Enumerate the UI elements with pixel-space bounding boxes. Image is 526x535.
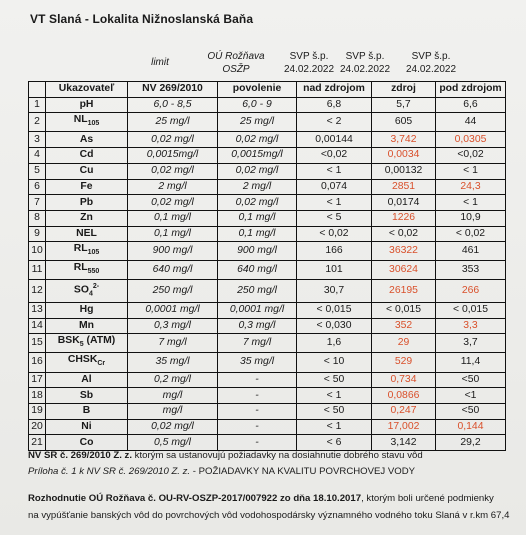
column-header: zdroj [372, 82, 436, 98]
source-value-cell: 17,002 [372, 419, 436, 435]
upstream-value-cell: < 6 [297, 435, 372, 451]
nv-limit-cell: 25 mg/l [128, 113, 218, 132]
row-number: 1 [29, 97, 46, 113]
indicator-cell: $RL_{105}$ [46, 242, 128, 261]
downstream-value-cell: 353 [436, 261, 506, 280]
row-number: 15 [29, 334, 46, 353]
permit-limit-cell: - [218, 435, 297, 451]
table-row [29, 97, 506, 113]
permit-limit-cell: 250 mg/l [218, 280, 297, 303]
permit-limit-cell: 0,02 mg/l [218, 195, 297, 211]
row-number: 3 [29, 132, 46, 148]
row-number: 4 [29, 148, 46, 164]
source-value-cell: 3,742 [372, 132, 436, 148]
table-row [29, 195, 506, 211]
downstream-value-cell: 461 [436, 242, 506, 261]
indicator-cell: Mn [46, 318, 128, 334]
nv-limit-cell: 0,0001 mg/l [128, 302, 218, 318]
row-number: 7 [29, 195, 46, 211]
upstream-value-cell: 1,6 [297, 334, 372, 353]
permit-limit-cell: 2 mg/l [218, 179, 297, 195]
nv-limit-cell: 0,3 mg/l [128, 318, 218, 334]
note-priloha: Príloha č. 1 k NV SR č. 269/2010 Z. z. - POŽIADAVKY NA KVALITU POVRCHOVEJ VODY [28, 466, 416, 477]
table-row [29, 435, 506, 451]
downstream-value-cell: 10,9 [436, 210, 506, 226]
upstream-value-cell: < 1 [297, 419, 372, 435]
row-number: 18 [29, 388, 46, 404]
downstream-value-cell: 266 [436, 280, 506, 303]
row-number: 21 [29, 435, 46, 451]
nv-limit-cell: 35 mg/l [128, 353, 218, 372]
upstream-value-cell: 30,7 [297, 280, 372, 303]
downstream-value-cell: <50 [436, 372, 506, 388]
upstream-value-cell: < 50 [297, 403, 372, 419]
permit-limit-cell: 7 mg/l [218, 334, 297, 353]
permit-limit-cell: - [218, 372, 297, 388]
row-number: 19 [29, 403, 46, 419]
upstream-value-cell: 166 [297, 242, 372, 261]
measurement-table [28, 81, 506, 451]
nv-limit-cell: 0,5 mg/l [128, 435, 218, 451]
downstream-value-cell: 29,2 [436, 435, 506, 451]
nv-limit-cell: 0,02 mg/l [128, 132, 218, 148]
table-row [29, 353, 506, 372]
permit-limit-cell: 0,02 mg/l [218, 132, 297, 148]
upstream-value-cell: < 1 [297, 388, 372, 404]
limit-header: limit [151, 57, 169, 68]
row-number: 6 [29, 179, 46, 195]
downstream-value-cell: <50 [436, 403, 506, 419]
permit-limit-cell: - [218, 403, 297, 419]
upstream-value-cell: < 1 [297, 195, 372, 211]
source-value-cell: 0,247 [372, 403, 436, 419]
indicator-cell: $NL_{105}$ [46, 113, 128, 132]
source-value-cell: 352 [372, 318, 436, 334]
upstream-value-cell: 6,8 [297, 97, 372, 113]
table-row [29, 132, 506, 148]
row-number: 10 [29, 242, 46, 261]
upstream-value-cell: < 5 [297, 210, 372, 226]
upstream-value-cell: 0,074 [297, 179, 372, 195]
downstream-value-cell: 44 [436, 113, 506, 132]
indicator-cell: $CHSK_{Cr}$ [46, 353, 128, 372]
indicator-cell: $BSK_5$ (ATM) [46, 334, 128, 353]
permit-limit-cell: 0,3 mg/l [218, 318, 297, 334]
source-value-cell: 0,0034 [372, 148, 436, 164]
upstream-value-cell: < 50 [297, 372, 372, 388]
permit-limit-cell: 0,0015mg/l [218, 148, 297, 164]
source-value-cell: 30624 [372, 261, 436, 280]
nv-limit-cell: 6,0 - 8,5 [128, 97, 218, 113]
downstream-value-cell: < 1 [436, 195, 506, 211]
permit-limit-cell: 0,1 mg/l [218, 226, 297, 242]
source-value-cell: 2851 [372, 179, 436, 195]
downstream-value-cell: 0,0305 [436, 132, 506, 148]
source-value-cell: < 0,02 [372, 226, 436, 242]
source-value-cell: 605 [372, 113, 436, 132]
table-row [29, 318, 506, 334]
nv-limit-cell: 0,02 mg/l [128, 419, 218, 435]
source-value-cell: 529 [372, 353, 436, 372]
indicator-cell: B [46, 403, 128, 419]
table-row [29, 113, 506, 132]
nv-limit-cell: mg/l [128, 388, 218, 404]
table-row [29, 302, 506, 318]
downstream-value-cell: 3,3 [436, 318, 506, 334]
table-row [29, 372, 506, 388]
indicator-cell: pH [46, 97, 128, 113]
indicator-cell: Pb [46, 195, 128, 211]
nv-limit-cell: 0,0015mg/l [128, 148, 218, 164]
row-number: 2 [29, 113, 46, 132]
source-value-cell: 1226 [372, 210, 436, 226]
sample-header-1: SVP š.p. 24.02.2022 [283, 51, 335, 75]
row-number: 11 [29, 261, 46, 280]
upstream-value-cell: < 2 [297, 113, 372, 132]
ou-header: OÚ Rožňava OSŽP [207, 51, 265, 75]
upstream-value-cell: < 0,015 [297, 302, 372, 318]
indicator-cell: Cu [46, 163, 128, 179]
upstream-value-cell: < 0,02 [297, 226, 372, 242]
upstream-value-cell: < 10 [297, 353, 372, 372]
row-number: 12 [29, 280, 46, 303]
column-header: NV 269/2010 [128, 82, 218, 98]
indicator-cell: Zn [46, 210, 128, 226]
indicator-cell: As [46, 132, 128, 148]
nv-limit-cell: 7 mg/l [128, 334, 218, 353]
source-value-cell: < 0,015 [372, 302, 436, 318]
table-row [29, 419, 506, 435]
upstream-value-cell: 0,00144 [297, 132, 372, 148]
table-row [29, 163, 506, 179]
indicator-cell: Cd [46, 148, 128, 164]
nv-limit-cell: 900 mg/l [128, 242, 218, 261]
table-row [29, 179, 506, 195]
table-row [29, 148, 506, 164]
row-number: 20 [29, 419, 46, 435]
upstream-value-cell: 101 [297, 261, 372, 280]
upstream-value-cell: < 0,030 [297, 318, 372, 334]
row-number: 5 [29, 163, 46, 179]
row-number: 14 [29, 318, 46, 334]
indicator-cell: $RL_{550}$ [46, 261, 128, 280]
table-row [29, 210, 506, 226]
indicator-cell: Fe [46, 179, 128, 195]
source-value-cell: 0,0174 [372, 195, 436, 211]
indicator-cell: Co [46, 435, 128, 451]
downstream-value-cell: < 1 [436, 163, 506, 179]
source-value-cell: 3,142 [372, 435, 436, 451]
column-header: Ukazovateľ [46, 82, 128, 98]
row-number: 17 [29, 372, 46, 388]
downstream-value-cell: < 0,02 [436, 226, 506, 242]
note-vypustanie: na vypúšťanie banských vôd do povrchových vôd vodohospodársky významného vodného toku Slaná v r.km 67,4 [28, 510, 510, 521]
indicator-cell: Sb [46, 388, 128, 404]
permit-limit-cell: 25 mg/l [218, 113, 297, 132]
column-header: nad zdrojom [297, 82, 372, 98]
column-header: pod zdrojom [436, 82, 506, 98]
nv-limit-cell: 0,1 mg/l [128, 210, 218, 226]
indicator-cell: $SO_4^{2-}$ [46, 280, 128, 303]
table-header-row [29, 82, 506, 98]
source-value-cell: 26195 [372, 280, 436, 303]
permit-limit-cell: 0,1 mg/l [218, 210, 297, 226]
indicator-cell: Al [46, 372, 128, 388]
permit-limit-cell: 35 mg/l [218, 353, 297, 372]
upstream-value-cell: <0,02 [297, 148, 372, 164]
table-row [29, 388, 506, 404]
source-value-cell: 0,00132 [372, 163, 436, 179]
source-value-cell: 5,7 [372, 97, 436, 113]
source-value-cell: 36322 [372, 242, 436, 261]
table-row [29, 280, 506, 303]
nv-limit-cell: 0,2 mg/l [128, 372, 218, 388]
downstream-value-cell: 6,6 [436, 97, 506, 113]
sample-header-2: SVP š.p. 24.02.2022 [339, 51, 391, 75]
downstream-value-cell: 3,7 [436, 334, 506, 353]
permit-limit-cell: - [218, 388, 297, 404]
row-number: 13 [29, 302, 46, 318]
table-row [29, 242, 506, 261]
nv-limit-cell: mg/l [128, 403, 218, 419]
indicator-cell: Hg [46, 302, 128, 318]
downstream-value-cell: 24,3 [436, 179, 506, 195]
nv-limit-cell: 250 mg/l [128, 280, 218, 303]
page-title: VT Slaná - Lokalita Nižnoslanská Baňa [30, 12, 254, 26]
nv-limit-cell: 0,1 mg/l [128, 226, 218, 242]
row-number: 8 [29, 210, 46, 226]
note-nv: NV SR č. 269/2010 Z. z. ktorým sa ustanovujú požiadavky na dosiahnutie dobrého stavu vôd [28, 450, 423, 461]
table-row [29, 226, 506, 242]
table-row [29, 334, 506, 353]
nv-limit-cell: 0,02 mg/l [128, 195, 218, 211]
nv-limit-cell: 640 mg/l [128, 261, 218, 280]
downstream-value-cell: 11,4 [436, 353, 506, 372]
nv-limit-cell: 2 mg/l [128, 179, 218, 195]
table-row [29, 261, 506, 280]
downstream-value-cell: 0,144 [436, 419, 506, 435]
permit-limit-cell: 900 mg/l [218, 242, 297, 261]
downstream-value-cell: <0,02 [436, 148, 506, 164]
permit-limit-cell: 6,0 - 9 [218, 97, 297, 113]
source-value-cell: 0,734 [372, 372, 436, 388]
source-value-cell: 0,0866 [372, 388, 436, 404]
downstream-value-cell: <1 [436, 388, 506, 404]
table-row [29, 403, 506, 419]
note-rozhodnutie: Rozhodnutie OÚ Rožňava č. OU-RV-OSZP-2017/007922 zo dňa 18.10.2017, ktorým boli určené podmienky [28, 493, 494, 504]
nv-limit-cell: 0,02 mg/l [128, 163, 218, 179]
row-number: 16 [29, 353, 46, 372]
downstream-value-cell: < 0,015 [436, 302, 506, 318]
column-header: povolenie [218, 82, 297, 98]
row-number: 9 [29, 226, 46, 242]
indicator-cell: Ni [46, 419, 128, 435]
source-value-cell: 29 [372, 334, 436, 353]
permit-limit-cell: - [218, 419, 297, 435]
permit-limit-cell: 0,02 mg/l [218, 163, 297, 179]
upstream-value-cell: < 1 [297, 163, 372, 179]
permit-limit-cell: 0,0001 mg/l [218, 302, 297, 318]
permit-limit-cell: 640 mg/l [218, 261, 297, 280]
indicator-cell: NEL [46, 226, 128, 242]
sample-header-3: SVP š.p. 24.02.2022 [405, 51, 457, 75]
